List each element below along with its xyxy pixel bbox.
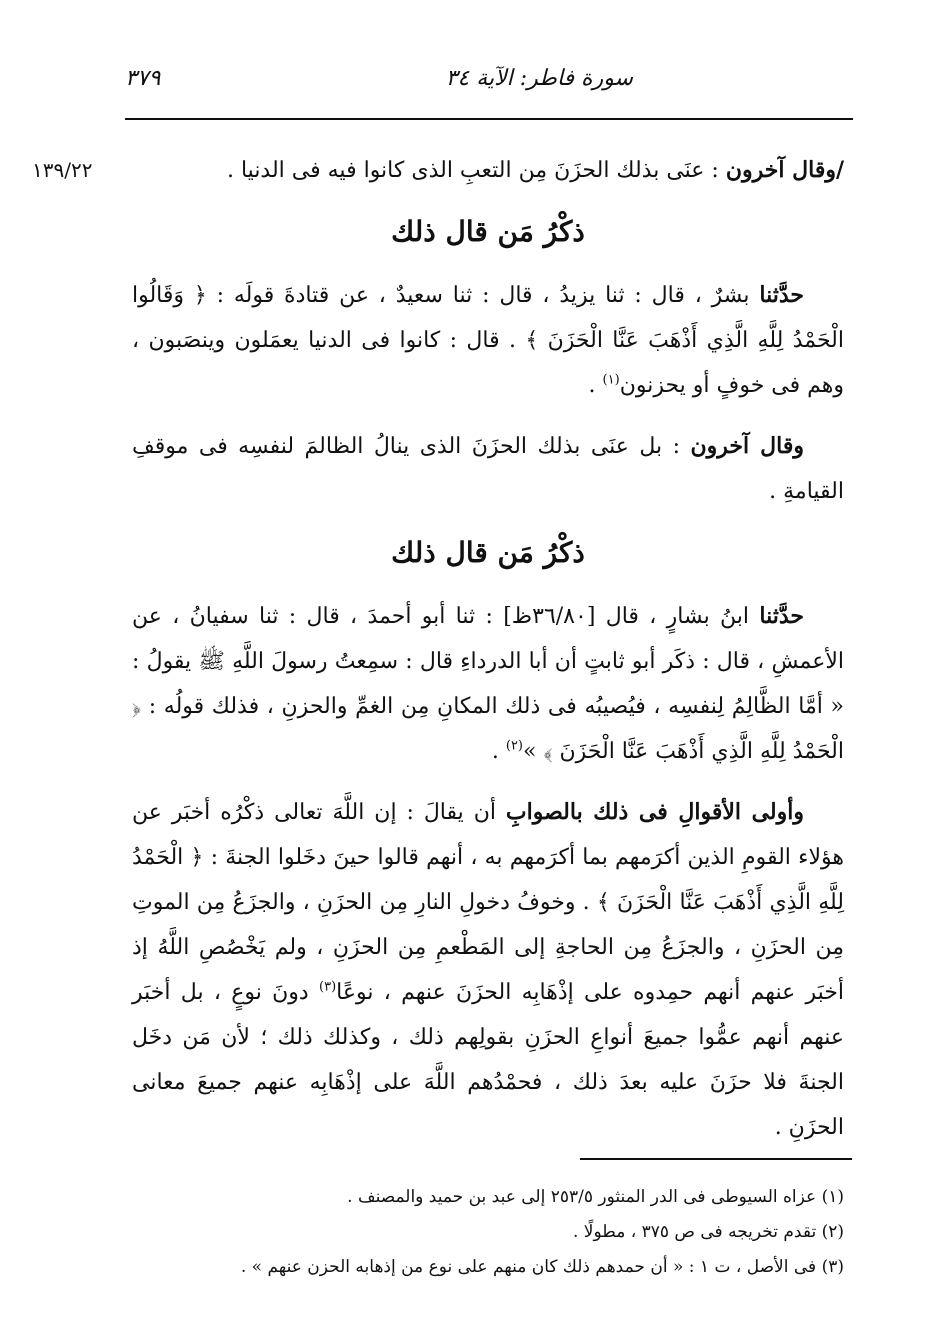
header-rule: [125, 118, 853, 120]
paragraph-5: [132, 790, 844, 1150]
footnote-3: (٣) فى الأصل ، ت ١ : « أن حمدهم ذلك كان منهم على نوع من إذهابه الحزن عنهم » .: [240, 1257, 844, 1277]
paragraph-gap: [132, 408, 844, 424]
paragraph-3-lead: وقال آخرون: [690, 433, 804, 459]
paragraph-gap: [132, 774, 844, 790]
paragraph-2: [132, 273, 844, 408]
paragraph-3: [132, 424, 844, 514]
paragraph-1: [132, 148, 844, 193]
footnote-marker-3[interactable]: (٣): [319, 979, 337, 995]
main-text: [132, 148, 844, 1150]
paragraph-1-lead: /وقال آخرون: [725, 157, 844, 183]
footnote-marker-1[interactable]: (١): [602, 372, 620, 388]
footnotes: [132, 1180, 844, 1285]
paragraph-4-lead: حدَّثنا: [759, 603, 804, 629]
paragraph-2-lead: حدَّثنا: [759, 282, 804, 308]
section-heading-2: ذكْرُ مَن قال ذلك: [391, 536, 585, 569]
footnote-rule: [580, 1158, 852, 1160]
surah-title: سورة فاطر: الآية ٣٤: [445, 66, 633, 91]
paragraph-5-text: أن يقالَ : إن اللَّهَ تعالى ذكْرُه أخبَر عن هؤلاء القومِ الذين أكرَمهم بما أكرَمهم به ، أنهم قالوا حينَ دخَلوا الجنةَ : ﴿ الْحَمْدُ لِلَّهِ الَّذِي أَذْهَبَ عَنَّا الْحَزَنَ ﴾ . وخوفُ دخولِ النارِ مِن الحزَنِ ، والجزَعُ مِن الموتِ مِن الحزَنِ ، والجزَعُ مِن الحاجةِ إلى المَطْعمِ مِن الحزَنِ ، ولم يَخْصُصِ اللَّهُ إذ أخبَر عنهم أنهم حمِدوه على إذْهَابِه الحزَنَ عنهم ، نوعًا: [132, 800, 844, 1005]
paragraph-2-end: .: [588, 373, 603, 398]
footnote-1: (١) عزاه السيوطى فى الدر المنثور ٢٥٣/٥ إلى عبد بن حميد والمصنف .: [347, 1187, 844, 1207]
paragraph-1-text: : عنَى بذلك الحزَنَ مِن التعبِ الذى كانوا فيه فى الدنيا .: [226, 158, 719, 183]
paragraph-5-lead: وأولى الأقوالِ فى ذلك بالصوابِ: [505, 799, 804, 825]
running-header: [125, 62, 853, 112]
paragraph-3-text: : بل عنَى بذلك الحزَنَ الذى ينالُ الظالمَ لنفسِه فى موقفِ القيامةِ .: [132, 434, 844, 504]
paragraph-2-text: بشرٌ ، قال : ثنا يزيدُ ، قال : ثنا سعيدٌ ، عن قتادةَ قولَه : ﴿ وَقَالُوا الْحَمْدُ لِلَّهِ الَّذِي أَذْهَبَ عَنَّا الْحَزَنَ ﴾ . قال : كانوا فى الدنيا يعمَلون وينصَبون ، وهم فى خوفٍ أو يحزنون: [132, 283, 844, 398]
margin-reference: ١٣٩/٢٢: [32, 158, 93, 182]
section-heading-1: ذكْرُ مَن قال ذلك: [391, 215, 585, 248]
paragraph-4-text: ابنُ بشارٍ ، قال [٣٦/٨٠ظ] : ثنا أبو أحمدَ ، قال : ثنا سفيانُ ، عن الأعمشِ ، قال : ذكَر أبو ثابتٍ أن أبا الدرداءِ قال : سمِعتُ رسولَ اللَّهِ ﷺ يقولُ : « أمَّا الظَّالِمُ لِنفسِه ، فيُصيبُه فى ذلك المكانِ مِن الغمِّ والحزنِ ، فذلك قولُه : ﴿ الْحَمْدُ لِلَّهِ الَّذِي أَذْهَبَ عَنَّا الْحَزَنَ ﴾ »: [132, 604, 844, 764]
footnote-2: (٢) تقدم تخريجه فى ص ٣٧٥ ، مطولًا .: [572, 1222, 844, 1242]
footnote-marker-2[interactable]: (٢): [505, 738, 523, 754]
paragraph-5-end: دونَ نوعٍ ، بل أخبَر عنهم أنهم عمُّوا جميعَ أنواعِ الحزَنِ بقولِهم ذلك ، وكذلك ذلك ؛ لأن مَن دخَل الجنةَ فلا حزَنَ عليه بعدَ ذلك ، فحمْدُهم اللَّهَ على إذْهَابِه عنهم جميعَ معانى الحزَنِ .: [132, 980, 844, 1140]
paragraph-4-end: .: [491, 739, 506, 764]
page-number: ٣٧٩: [125, 66, 161, 91]
paragraph-4: [132, 594, 844, 774]
